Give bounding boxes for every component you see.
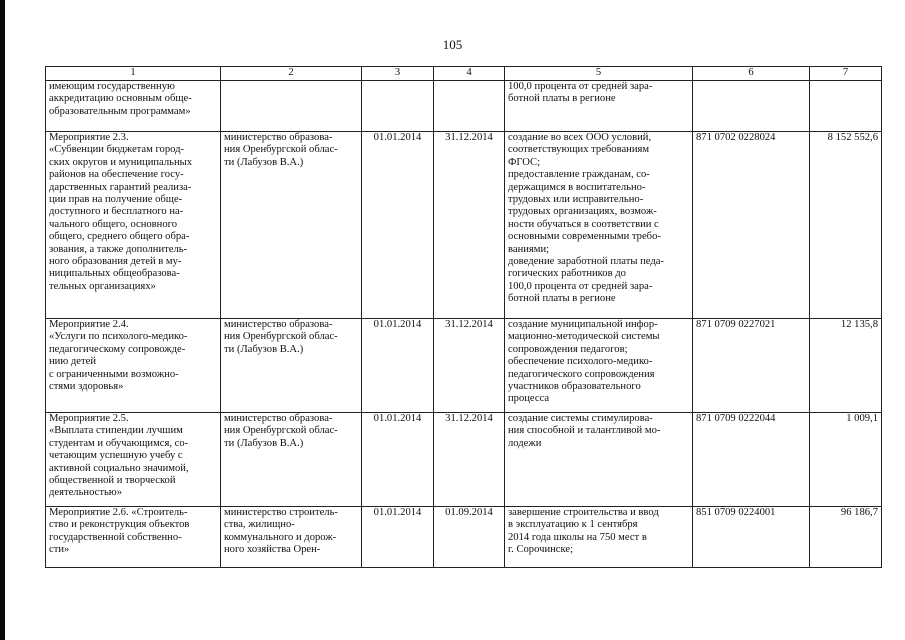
measure-cell <box>46 413 221 507</box>
table-row <box>46 319 882 413</box>
budget-code-cell <box>693 507 810 568</box>
measure-text: Мероприятие 2.5. «Выплата стипендии лучшим студентам и обучающимся, со- четающим успешную учебу с активной социально значимой, общественной и творческой деятельностью» <box>49 413 189 499</box>
start-date: 01.01.2014 <box>373 413 422 424</box>
end-date-cell <box>434 319 505 413</box>
start-date: 01.01.2014 <box>373 507 422 518</box>
end-date: 31.12.2014 <box>445 132 493 143</box>
amount: 8 152 552,6 <box>827 132 878 143</box>
table-row <box>46 81 882 132</box>
executor-cell <box>221 413 362 507</box>
start-date-cell <box>362 507 434 568</box>
result-cell <box>505 81 693 132</box>
amount-cell <box>810 507 882 568</box>
amount: 1 009,1 <box>846 413 878 424</box>
executor-text: министерство образова- ния Оренбургской облас- ти (Лабузов В.А.) <box>224 132 338 168</box>
table-row <box>46 507 882 568</box>
amount: 96 186,7 <box>840 507 878 518</box>
result-text: создание муниципальной инфор- мационно-методической системы сопровождения педагогов; обеспечение психолого-медико- педагогического сопровождения участников образовательного процесса <box>508 319 660 405</box>
page-number: 105 <box>442 37 463 52</box>
measure-text: имеющим государственную аккредитацию основным обще- образовательным программам» <box>49 81 192 117</box>
start-date-cell <box>362 319 434 413</box>
start-date-cell <box>362 132 434 319</box>
result-cell <box>505 319 693 413</box>
executor-cell <box>221 319 362 413</box>
amount-cell <box>810 413 882 507</box>
measure-cell <box>46 132 221 319</box>
result-text: создание во всех ООО условий, соответствующих требованиям ФГОС; предоставление гражданам, со- держащимся в воспитательно- трудовых или исправительно- трудовых организациях, возмож- ности обучаться в соответствии с основными современными требо- ваниями; доведение заработной платы педа- гогических работников до 100,0 процента от средней зара- ботной платы в регионе <box>508 132 664 305</box>
budget-code: 871 0709 0227021 <box>696 319 776 330</box>
column-header-3: 3 <box>362 67 434 81</box>
start-date: 01.01.2014 <box>373 132 422 143</box>
executor-text: министерство образова- ния Оренбургской облас- ти (Лабузов В.А.) <box>224 413 338 449</box>
result-text: завершение строительства и ввод в эксплуатацию к 1 сентября 2014 года школы на 750 мест в г. Сорочинске; <box>508 507 659 556</box>
budget-code-cell <box>693 132 810 319</box>
start-date-cell <box>362 413 434 507</box>
table-row <box>46 132 882 319</box>
result-cell <box>505 507 693 568</box>
end-date: 01.09.2014 <box>445 507 493 518</box>
column-header-1: 1 <box>46 67 221 81</box>
executor-text: министерство строитель- ства, жилищно- коммунального и дорож- ного хозяйства Орен- <box>224 507 338 556</box>
amount: 12 135,8 <box>840 319 878 330</box>
result-cell <box>505 413 693 507</box>
column-header-7: 7 <box>810 67 882 81</box>
amount-cell <box>810 319 882 413</box>
result-cell <box>505 132 693 319</box>
budget-code: 871 0709 0222044 <box>696 413 776 424</box>
measure-cell <box>46 507 221 568</box>
measure-text: Мероприятие 2.6. «Строитель- ство и реконструкция объектов государственной собственно- сти» <box>49 507 190 556</box>
amount-cell <box>810 81 882 132</box>
start-date-cell <box>362 81 434 132</box>
end-date-cell <box>434 413 505 507</box>
measure-text: Мероприятие 2.3. «Субвенции бюджетам город- ских округов и муниципальных районов на обеспечение госу- дарственных гарантий реализа- ции прав на получение обще- доступного и бесплатного на- чального общего, основного общего, среднего общего обра- зования, а также дополнитель- ного образования детей в му- ниципальных общеобразова- тельных организациях» <box>49 132 193 292</box>
result-text: 100,0 процента от средней зара- ботной платы в регионе <box>508 81 653 105</box>
end-date-cell <box>434 132 505 319</box>
executor-cell <box>221 507 362 568</box>
measure-cell <box>46 81 221 132</box>
amount-cell <box>810 132 882 319</box>
column-header-2: 2 <box>221 67 362 81</box>
column-header-5: 5 <box>505 67 693 81</box>
measure-text: Мероприятие 2.4. «Услуги по психолого-медико- педагогическому сопровожде- нию детей с ограниченными возможно- стями здоровья» <box>49 319 188 393</box>
budget-code-cell <box>693 81 810 132</box>
header-row <box>46 67 882 81</box>
column-header-4: 4 <box>434 67 505 81</box>
executor-text: министерство образова- ния Оренбургской облас- ти (Лабузов В.А.) <box>224 319 338 355</box>
scan-left-edge <box>0 0 5 640</box>
column-header-6: 6 <box>693 67 810 81</box>
end-date-cell <box>434 81 505 132</box>
executor-cell <box>221 132 362 319</box>
measure-cell <box>46 319 221 413</box>
result-text: создание системы стимулирова- ния способной и талантливой мо- лодежи <box>508 413 661 449</box>
start-date: 01.01.2014 <box>373 319 422 330</box>
measures-table <box>45 66 882 568</box>
budget-code: 871 0702 0228024 <box>696 132 776 143</box>
end-date-cell <box>434 507 505 568</box>
budget-code: 851 0709 0224001 <box>696 507 776 518</box>
executor-cell <box>221 81 362 132</box>
table-row <box>46 413 882 507</box>
end-date: 31.12.2014 <box>445 319 493 330</box>
budget-code-cell <box>693 413 810 507</box>
budget-code-cell <box>693 319 810 413</box>
end-date: 31.12.2014 <box>445 413 493 424</box>
